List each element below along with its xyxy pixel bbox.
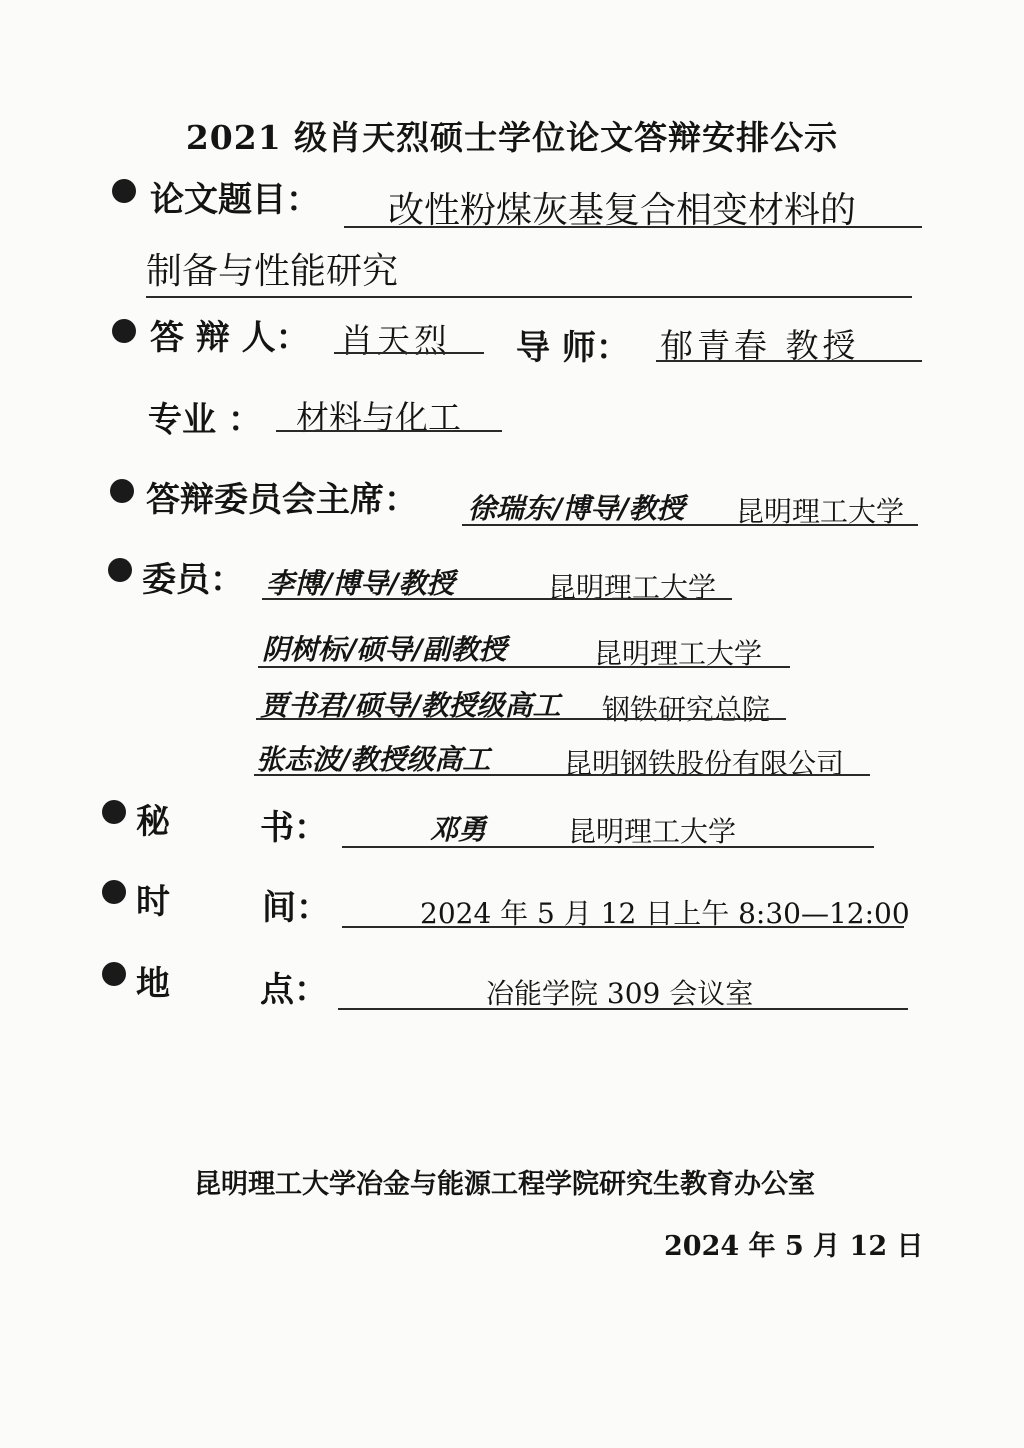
- major-label: 专业 ：: [148, 400, 262, 440]
- major-value: 材料与化工: [296, 398, 461, 437]
- chair-org: 昆明理工大学: [736, 495, 905, 528]
- member-org: 昆明理工大学: [594, 637, 763, 670]
- bullet-icon: [102, 880, 126, 904]
- secretary-label-b: 书：: [260, 808, 328, 848]
- time-label-a: 时: [136, 882, 170, 922]
- bullet-icon: [108, 558, 132, 582]
- member-org: 钢铁研究总院: [602, 693, 771, 726]
- secretary-label-a: 秘: [136, 802, 170, 842]
- member-name: 张志波/教授级高工: [256, 743, 491, 776]
- advisor-underline: [656, 360, 922, 362]
- bullet-icon: [102, 962, 126, 986]
- time-value: 2024 年 5 月 12 日上午 8:30—12:00: [420, 897, 910, 930]
- time-label-b: 间：: [262, 888, 330, 928]
- member-org: 昆明钢铁股份有限公司: [564, 747, 845, 780]
- member-underline: [262, 598, 732, 600]
- secretary-name: 邓勇: [430, 813, 487, 846]
- major-underline: [276, 430, 502, 432]
- member-name: 李博/博导/教授: [266, 567, 455, 600]
- bullet-icon: [110, 479, 134, 503]
- place-underline: [338, 1008, 908, 1010]
- member-name: 阴树标/硕导/副教授: [262, 633, 507, 666]
- place-label-b: 点：: [260, 970, 328, 1010]
- thesis-title-line1: 改性粉煤灰基复合相变材料的: [388, 190, 857, 231]
- member-underline: [258, 666, 790, 668]
- page-title: 2021 级肖天烈硕士学位论文答辩安排公示: [185, 118, 839, 157]
- defender-underline: [334, 352, 484, 354]
- member-underline: [256, 718, 786, 720]
- advisor-label: 导 师：: [516, 328, 630, 368]
- chair-underline: [462, 524, 918, 526]
- place-value: 冶能学院 309 会议室: [486, 977, 754, 1010]
- issuing-office: 昆明理工大学冶金与能源工程学院研究生教育办公室: [194, 1169, 815, 1200]
- secretary-underline: [342, 846, 874, 848]
- time-underline: [342, 926, 904, 928]
- member-name: 贾书君/硕导/教授级高工: [260, 689, 561, 722]
- members-label: 委员：: [142, 560, 244, 600]
- thesis-label: 论文题目：: [150, 180, 320, 220]
- chair-label: 答辩委员会主席：: [146, 480, 418, 520]
- defender-label: 答 辩 人：: [150, 318, 310, 358]
- issue-date: 2024 年 5 月 12 日: [664, 1231, 924, 1262]
- place-label-a: 地: [136, 964, 170, 1004]
- chair-name: 徐瑞东/博导/教授: [468, 492, 685, 525]
- bullet-icon: [102, 800, 126, 824]
- bullet-icon: [112, 319, 136, 343]
- member-org: 昆明理工大学: [548, 571, 717, 604]
- secretary-org: 昆明理工大学: [568, 815, 737, 848]
- advisor-name: 郁青春 教授: [660, 326, 860, 365]
- defender-name: 肖天烈: [340, 321, 451, 360]
- bullet-icon: [112, 179, 136, 203]
- thesis-underline-2: [146, 296, 912, 298]
- member-underline: [254, 774, 870, 776]
- thesis-title-line2: 制备与性能研究: [146, 251, 399, 292]
